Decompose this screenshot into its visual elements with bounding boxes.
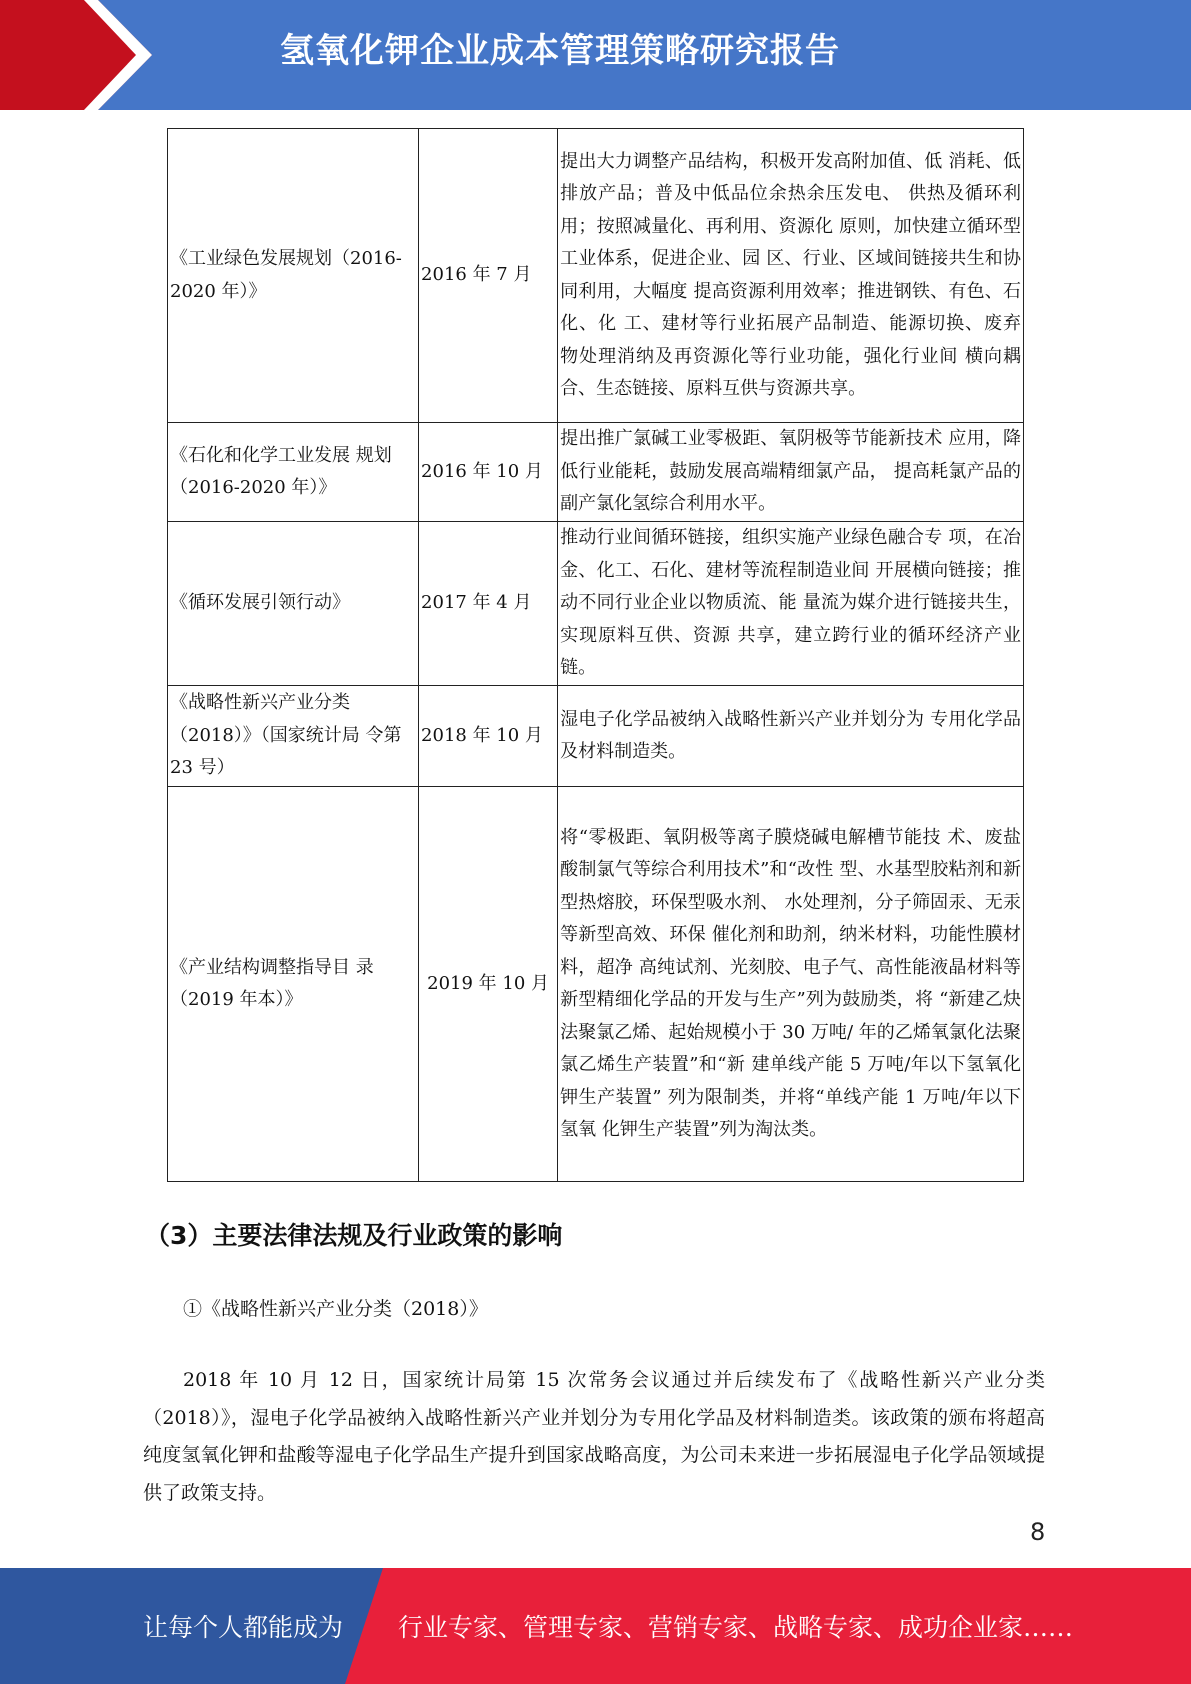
page-footer xyxy=(0,1568,1191,1684)
sub-heading: ①《战略性新兴产业分类（2018）》 xyxy=(183,1298,488,1320)
policy-name: 《产业结构调整指导目 录（2019 年本）》 xyxy=(168,787,419,1182)
policy-date: 2019 年 10 月 xyxy=(419,787,558,1182)
policy-name: 《战略性新兴产业分类（2018）》（国家统计局 令第 23 号） xyxy=(168,686,419,787)
table-row xyxy=(168,423,1024,522)
table-row xyxy=(168,522,1024,686)
section-heading: （3）主要法律法规及行业政策的影响 xyxy=(145,1221,563,1250)
table-row xyxy=(168,787,1024,1182)
policy-description: 将“零极距、氧阴极等离子膜烧碱电解槽节能技 术、废盐酸制氯气等综合利用技术”和“改性 型、水基型胶粘剂和新型热熔胶，环保型吸水剂、 水处理剂，分子筛固汞、无汞等新型高效、环保 催化剂和助剂，纳米材料，功能性膜材料，超净 高纯试剂、光刻胶、电子气、高性能液晶材料等 新型精细化学品的开发与生产”列为鼓励类，将 “新建乙炔法聚氯乙烯、起始规模小于 30 万吨/ 年的乙烯氧氯化法聚氯乙烯生产装置”和“新 建单线产能 5 万吨/年以下氢氧化钾生产装置” 列为限制类，并将“单线产能 1 万吨/年以下氢氧 化钾生产装置”列为淘汰类。 xyxy=(558,787,1024,1182)
report-title: 氢氧化钾企业成本管理策略研究报告 xyxy=(280,31,840,71)
table-row xyxy=(168,686,1024,787)
policy-date: 2018 年 10 月 xyxy=(419,686,558,787)
body-paragraph: 2018 年 10 月 12 日，国家统计局第 15 次常务会议通过并后续发布了《战略性新兴产业分类（2018）》，湿电子化学品被纳入战略性新兴产业并划分为专用化学品及材料制造类。该政策的颁布将超高纯度氢氧化钾和盐酸等湿电子化学品生产提升到国家战略高度，为公司未来进一步拓展湿电子化学品领域提供了政策支持。 xyxy=(143,1369,1045,1504)
policy-description: 湿电子化学品被纳入战略性新兴产业并划分为 专用化学品及材料制造类。 xyxy=(558,686,1024,787)
policy-description: 推动行业间循环链接，组织实施产业绿色融合专 项，在冶金、化工、石化、建材等流程制造业间 开展横向链接；推动不同行业企业以物质流、能 量流为媒介进行链接共生，实现原料互供、资源 共享，建立跨行业的循环经济产业链。 xyxy=(558,522,1024,686)
page-header xyxy=(0,0,1191,110)
page-number: 8 xyxy=(1030,1518,1046,1546)
policy-date: 2017 年 4 月 xyxy=(419,522,558,686)
policy-table xyxy=(167,128,1024,1182)
policy-description: 提出大力调整产品结构，积极开发高附加值、低 消耗、低排放产品；普及中低品位余热余压发电、 供热及循环利用；按照减量化、再利用、资源化 原则，加快建立循环型工业体系，促进企业、园 区、行业、区域间链接共生和协同利用，大幅度 提高资源利用效率；推进钢铁、有色、石化、化 工、建材等行业拓展产品制造、能源切换、废弃 物处理消纳及再资源化等行业功能，强化行业间 横向耦合、生态链接、原料互供与资源共享。 xyxy=(558,129,1024,423)
policy-date: 2016 年 7 月 xyxy=(419,129,558,423)
footer-slogan-left: 让每个人都能成为 xyxy=(143,1613,344,1642)
policy-name: 《工业绿色发展规划（2016-2020 年）》 xyxy=(168,129,419,423)
table-row xyxy=(168,129,1024,423)
policy-name: 《循环发展引领行动》 xyxy=(168,522,419,686)
policy-name: 《石化和化学工业发展 规划（2016-2020 年）》 xyxy=(168,423,419,522)
footer-slogan-right: 行业专家、管理专家、营销专家、战略专家、成功企业家…… xyxy=(398,1613,1074,1642)
policy-description: 提出推广氯碱工业零极距、氧阴极等节能新技术 应用，降低行业能耗，鼓励发展高端精细氯产品， 提高耗氯产品的副产氯化氢综合利用水平。 xyxy=(558,423,1024,522)
policy-date: 2016 年 10 月 xyxy=(419,423,558,522)
